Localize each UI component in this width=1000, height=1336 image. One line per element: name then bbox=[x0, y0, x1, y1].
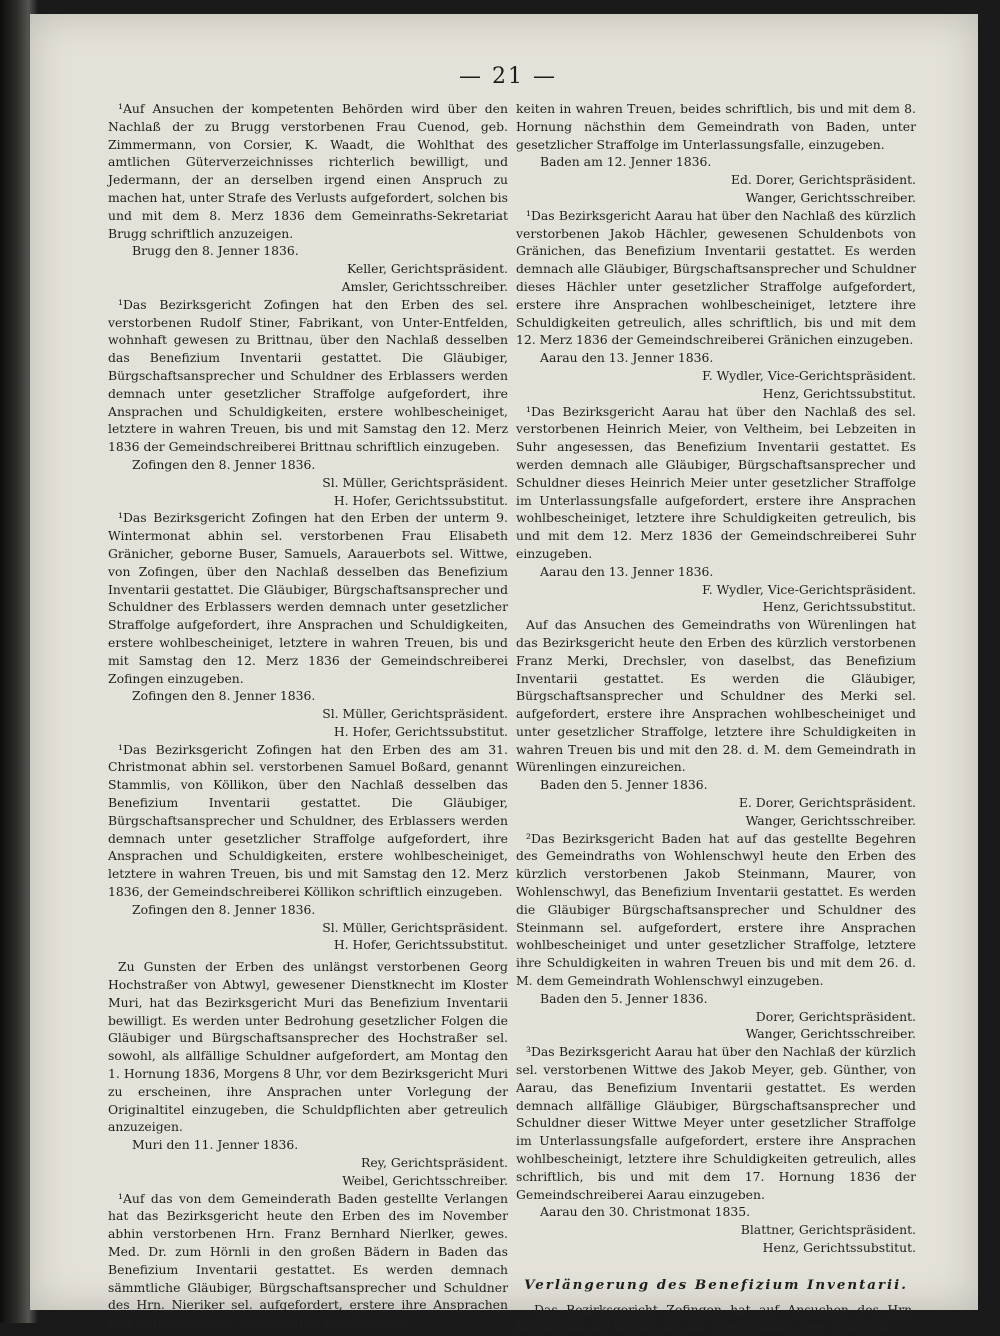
notice-date: Muri den 11. Jenner 1836. bbox=[132, 1137, 299, 1153]
notice bbox=[516, 100, 916, 207]
page-number: — 21 — bbox=[459, 64, 557, 89]
document-page bbox=[30, 14, 978, 1335]
notice-text: ¹Auf das von dem Gemeinderath Baden gestellte Verlangen hat das Bezirksgericht heute den Erben des im November abhin verstorbenen Hrn. Franz Bernhard Nierlker, gewes. Med. Dr. zum Hörnli in den großen Bädern in Baden das Benefizium Inventarii gestattet. Es werden demnach sämmtliche Gläubiger, Bürgschaftsansprecher und Schuldner des Hrn. Nieriker sel. aufgefordert, erstere ihre Ansprachen und Anforderungen, letztere aber ihre Schuldig- bbox=[108, 1190, 508, 1331]
notice-date: Brugg den 8. Jenner 1836. bbox=[132, 243, 299, 259]
notice bbox=[108, 509, 508, 740]
notice-signature-president: F. Wydler, Vice-Gerichtspräsident. bbox=[702, 367, 916, 383]
notice bbox=[108, 100, 508, 296]
notice-signature-president: F. Wydler, Vice-Gerichtspräsident. bbox=[702, 581, 916, 597]
notice-date: Zofingen den 8. Jenner 1836. bbox=[132, 688, 316, 704]
notice-date: Baden am 12. Jenner 1836. bbox=[540, 154, 712, 170]
notice-text: ³Das Bezirksgericht Aarau hat über den Nachlaß der kürzlich sel. verstorbenen Wittwe des Jakob Meyer, geb. Günther, von Aarau, das Benefizium Inventarii gestattet. Es werden demnach allfällige Gläubiger, Bürgschaftsansprecher und Schuldner dieser Wittwe Meyer unter gesetzlicher Straffolge im Unterlassungsfalle aufgefordert, erstere ihre Ansprachen wohlbescheinigt, letztere ihre Schuldigkeiten getreulich, alles schriftlich, bis und mit dem 17. Hornung 1836 der Gemeindschreiberei Aarau einzugeben. bbox=[516, 1044, 916, 1202]
notice-text: ¹Das Bezirksgericht Zofingen hat den Erben der unterm 9. Wintermonat abhin sel. verstorbenen Frau Elisabeth Gränicher, geborne Buser, Samuels, Aarauerbots sel. Wittwe, von Zofingen, über den Nachlaß desselben das Benefizium Inventarii gestattet. Die Gläubiger, Bürgschaftsansprecher und Schuldner des Erblassers werden demnach unter gesetzlicher Straffolge aufgefordert, ihre Ansprachen und Schuldigkeiten, erstere wohlbescheiniget, letztere in wahren Treuen, bis und mit Samstag den 12. Merz 1836 der Gemeindschreiberei Zofingen einzugeben. bbox=[108, 510, 508, 686]
final-paragraph: Das Bezirksgericht Zofingen hat auf Ansuchen des Hrn. Beistandes der Wittwe des sel. verstorbenen Hrn. Oberrich- bbox=[516, 1301, 916, 1335]
notice-signature-clerk: Wanger, Gerichtsschreiber. bbox=[745, 1026, 916, 1042]
notice-text: Auf das Ansuchen des Gemeindraths von Würenlingen hat das Bezirksgericht heute den Erben des kürzlich verstorbenen Franz Merki, Drechsler, von daselbst, das Benefizium Inventarii gestattet. Es werden die Gläubiger, Bürgschaftsansprecher und Schuldner des Merki sel. aufgefordert, erstere ihre Ansprachen wohlbescheiniget und unter gesetzlicher Straffolge, letztere ihre Schuldigkeiten in wahren Treuen bis und mit den 28. d. M. dem Gemeindrath in Würenlingen einzureichen. bbox=[516, 617, 916, 775]
notice-text: ¹Auf Ansuchen der kompetenten Behörden wird über den Nachlaß der zu Brugg verstorbenen Frau Cuenod, geb. Zimmermann, von Corsier, K. Waadt, die Wohlthat des amtlichen Güterverzeichnisses richterlich bewilligt, und Jedermann, der an derselben irgend einen Anspruch zu machen hat, unter Strafe des Verlusts aufgefordert, solchen bis und mit dem 8. Merz 1836 dem Gemeinraths-Sekretariat Brugg schriftlich anzuzeigen. bbox=[108, 101, 508, 241]
notice-signature-president: Blattner, Gerichtspräsident. bbox=[740, 1222, 916, 1238]
notice-signature-president: Rey, Gerichtspräsident. bbox=[361, 1155, 508, 1171]
notice bbox=[108, 296, 508, 510]
notice-signature-clerk: Wanger, Gerichtsschreiber. bbox=[745, 812, 916, 828]
notice bbox=[108, 958, 508, 1189]
notice-signature-clerk: Weibel, Gerichtsschreiber. bbox=[342, 1172, 508, 1188]
notice bbox=[516, 830, 916, 1044]
notice-text: ¹Das Bezirksgericht Aarau hat über den Nachlaß des kürzlich verstorbenen Jakob Hächler, gewesenen Schuldenbots von Gränichen, das Benefizium Inventarii gestattet. Es werden demnach alle Gläubiger, Bürgschaftsansprecher und Schuldner dieses Hächler unter gesetzlicher Straffolge aufgefordert, erstere ihre Ansprachen wohlbescheiniget, letztere ihre Schuldigkeiten getreulich, alles schriftlich, bis und mit dem 12. Merz 1836 der Gemeindschreiberei Gränichen einzugeben. bbox=[516, 207, 916, 348]
notice-signature-clerk: H. Hofer, Gerichtssubstitut. bbox=[333, 492, 508, 508]
notice-signature-clerk: Henz, Gerichtssubstitut. bbox=[762, 385, 916, 401]
notice-date: Aarau den 13. Jenner 1836. bbox=[540, 350, 714, 366]
left-column bbox=[108, 100, 508, 1332]
notice bbox=[516, 1043, 916, 1257]
notice-signature-president: E. Dorer, Gerichtspräsident. bbox=[738, 795, 916, 811]
notice-text: ²Das Bezirksgericht Baden hat auf das gestellte Begehren des Gemeindraths von Wohlenschwyl heute den Erben des kürzlich verstorbenen Jakob Steinmann, Maurer, von Wohlenschwyl, das Benefizium Inventarii gestattet. Es werden die Gläubiger Bürgschaftsansprecher und Schuldner des Steinmann sel. aufgefordert, erstere ihre Ansprachen wohlbescheiniget und unter gesetzlicher Straffolge, letztere ihre Schuldigkeiten in wahren Treuen bis und mit dem 26. d. M. dem Gemeindrath Wohlenschwyl einzugeben. bbox=[516, 830, 916, 989]
notice-signature-clerk: Henz, Gerichtssubstitut. bbox=[762, 1240, 916, 1255]
notice-text: ¹Das Bezirksgericht Aarau hat über den Nachlaß des sel. verstorbenen Heinrich Meier, von Veltheim, bei Lebzeiten in Suhr angesessen, das Benefizium Inventarii gestattet. Es werden demnach alle Gläubiger, Bürgschaftsansprecher und Schuldner dieses Heinrich Meier unter gesetzlicher Straffolge im Unterlassungsfalle aufgefordert, erstere ihre Ansprachen wohlbescheiniget, letztere ihre Schuldigkeiten getreulich, bis und mit dem 12. Merz 1836 der Gemeindschreiberei Suhr einzugeben. bbox=[516, 403, 916, 561]
notice-date: Baden den 5. Jenner 1836. bbox=[540, 777, 708, 793]
right-column bbox=[516, 100, 916, 1336]
notice-signature-president: Keller, Gerichtspräsident. bbox=[346, 261, 508, 277]
notice-signature-clerk: H. Hofer, Gerichtssubstitut. bbox=[333, 937, 508, 953]
notice-date: Zofingen den 8. Jenner 1836. bbox=[132, 901, 316, 917]
notice bbox=[516, 403, 916, 617]
notice bbox=[108, 1190, 508, 1332]
notice-date: Aarau den 13. Jenner 1836. bbox=[540, 563, 714, 579]
notice-text: ¹Das Bezirksgericht Zofingen hat den Erben des sel. verstorbenen Rudolf Stiner, Fabrikant, von Unter-Entfelden, wohnhaft gewesen zu Brittnau, über den Nachlaß desselben das Benefizium Inventarii gestattet. Die Gläubiger, Bürgschaftsansprecher und Schuldner des Erblassers werden demnach unter gesetzlicher Straffolge aufgefordert, ihre Ansprachen und Schuldigkeiten, erstere wohlbescheiniget, letztere in wahren Treuen, bis und mit Samstag den 12. Merz 1836 der Gemeindschreiberei Brittnau schriftlich einzugeben. bbox=[108, 296, 508, 455]
notice-signature-president: Sl. Müller, Gerichtspräsident. bbox=[322, 706, 508, 722]
notice-signature-clerk: Amsler, Gerichtsschreiber. bbox=[341, 278, 508, 294]
notice-signature-clerk: Henz, Gerichtssubstitut. bbox=[762, 599, 916, 615]
notice-text: ¹Das Bezirksgericht Zofingen hat den Erben des am 31. Christmonat abhin sel. verstorbenen Samuel Boßard, genannt Stammlis, von Köllikon, über den Nachlaß desselben das Benefizium Inventarii gestattet. Die Gläubiger, Bürgschaftsansprecher und Schuldner, des Erblassers werden demnach unter gesetzlicher Straffolge aufgefordert, ihre Ansprachen und Schuldigkeiten, erstere wohlbescheiniget, letztere in wahren Treuen, bis und mit Samstag den 12. Merz 1836, der Gemeindschreiberei Köllikon schriftlich einzugeben. bbox=[108, 741, 508, 900]
notice bbox=[108, 741, 508, 955]
notice-signature-president: Sl. Müller, Gerichtspräsident. bbox=[322, 919, 508, 935]
notice-text: Zu Gunsten der Erben des unlängst verstorbenen Georg Hochstraßer von Abtwyl, gewesener Dienstknecht im Kloster Muri, hat das Bezirksgericht Muri das Benefizium Inventarii bewilligt. Es werden unter Bedrohung gesetzlicher Folgen die Gläubiger und Bürgschaftsansprecher des Hochstraßer sel. sowohl, als allfällige Schuldner aufgefordert, am Montag den 1. Hornung 1836, Morgens 8 Uhr, vor dem Bezirksgericht Muri zu erscheinen, ihre Ansprachen unter Vorlegung der Originaltitel einzugeben, die Schuldpflichten aber getreulich anzuzeigen. bbox=[108, 959, 508, 1135]
notice-signature-president: Ed. Dorer, Gerichtspräsident. bbox=[730, 172, 916, 188]
notice-date: Aarau den 30. Christmonat 1835. bbox=[540, 1204, 751, 1220]
notice-signature-president: Sl. Müller, Gerichtspräsident. bbox=[322, 474, 508, 490]
notice-signature-president: Dorer, Gerichtspräsident. bbox=[755, 1008, 916, 1024]
section-heading: Verlängerung des Benefizium Inventarii. bbox=[524, 1276, 908, 1293]
notice-date: Baden den 5. Jenner 1836. bbox=[540, 990, 708, 1006]
notice-signature-clerk: H. Hofer, Gerichtssubstitut. bbox=[333, 723, 508, 739]
notice-signature-clerk: Wanger, Gerichtsschreiber. bbox=[745, 189, 916, 205]
notice bbox=[516, 207, 916, 403]
notice-text: keiten in wahren Treuen, beides schriftlich, bis und mit dem 8. Hornung nächsthin dem Gemeindrath von Baden, unter gesetzlicher Straffolge im Unterlassungsfalle, einzugeben. bbox=[516, 101, 916, 152]
notice bbox=[516, 616, 916, 830]
notice-date: Zofingen den 8. Jenner 1836. bbox=[132, 456, 316, 472]
